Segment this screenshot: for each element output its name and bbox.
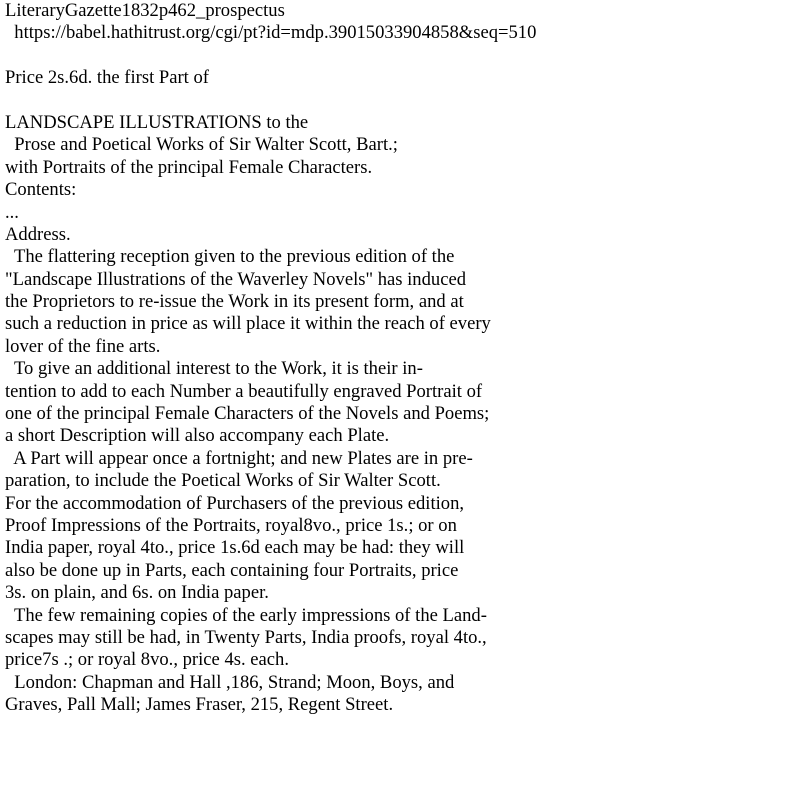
source-url: https://babel.hathitrust.org/cgi/pt?id=mdp.39015033904858&seq=510 <box>5 22 537 44</box>
body-line: a short Description will also accompany each Plate. <box>5 425 390 447</box>
body-line: the Proprietors to re-issue the Work in its present form, and at <box>5 291 464 313</box>
document-identifier: LiteraryGazette1832p462_prospectus <box>5 0 285 21</box>
body-line: price7s .; or royal 8vo., price 4s. each. <box>5 649 289 671</box>
body-line: "Landscape Illustrations of the Waverley Novels" has induced <box>5 268 467 290</box>
body-line: The flattering reception given to the previous edition of the <box>5 246 455 268</box>
body-text <box>5 246 790 716</box>
body-line: Graves, Pall Mall; James Fraser, 215, Regent Street. <box>5 694 394 716</box>
body-line: also be done up in Parts, each containing four Portraits, price <box>5 559 459 581</box>
body-line: paration, to include the Poetical Works of Sir Walter Scott. <box>5 470 441 492</box>
title-line-1: LANDSCAPE ILLUSTRATIONS to the <box>5 111 309 133</box>
body-line: one of the principal Female Characters of the Novels and Poems; <box>5 403 490 425</box>
title-line-2: Prose and Poetical Works of Sir Walter Scott, Bart.; <box>5 134 398 156</box>
title-line-3: with Portraits of the principal Female Characters. <box>5 156 373 178</box>
blank-line <box>5 90 790 112</box>
body-line: lover of the fine arts. <box>5 335 161 357</box>
body-line: 3s. on plain, and 6s. on India paper. <box>5 582 269 604</box>
body-line: For the accommodation of Purchasers of the previous edition, <box>5 492 465 514</box>
ellipsis: ... <box>5 201 19 223</box>
body-line: scapes may still be had, in Twenty Parts, India proofs, royal 4to., <box>5 626 487 648</box>
body-line: A Part will appear once a fortnight; and new Plates are in pre- <box>5 447 473 469</box>
body-line: London: Chapman and Hall ,186, Strand; Moon, Boys, and <box>5 671 455 693</box>
body-line: India paper, royal 4to., price 1s.6d each may be had: they will <box>5 537 465 559</box>
body-line: The few remaining copies of the early impressions of the Land- <box>5 604 487 626</box>
document <box>5 0 790 717</box>
contents-label: Contents: <box>5 179 77 201</box>
price-line: Price 2s.6d. the first Part of <box>5 67 209 89</box>
address-label: Address. <box>5 223 71 245</box>
body-line: tention to add to each Number a beautifully engraved Portrait of <box>5 380 483 402</box>
blank-line <box>5 45 790 67</box>
body-line: To give an additional interest to the Work, it is their in- <box>5 358 423 380</box>
body-line: such a reduction in price as will place it within the reach of every <box>5 313 491 335</box>
body-line: Proof Impressions of the Portraits, royal8vo., price 1s.; or on <box>5 514 457 536</box>
